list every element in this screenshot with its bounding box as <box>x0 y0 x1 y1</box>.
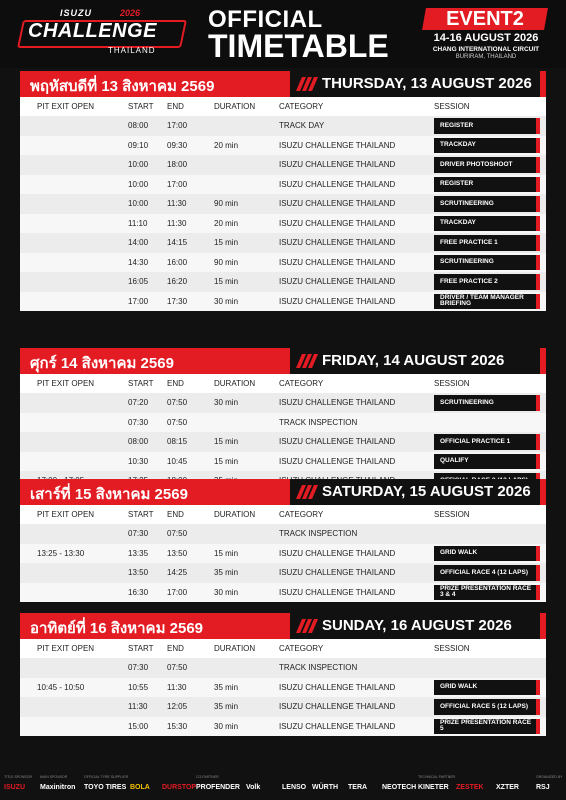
duration: 15 min <box>214 437 239 446</box>
table-row <box>20 697 546 717</box>
col-session: SESSION <box>434 102 470 111</box>
session-label: PRIZE PRESENTATION RACE 5 <box>440 718 532 733</box>
start-time: 11:30 <box>128 702 148 711</box>
session-label: REGISTER <box>440 180 474 187</box>
end-time: 08:15 <box>167 437 188 446</box>
session-label: SCRUTINEERING <box>440 398 494 406</box>
day-header <box>20 71 546 97</box>
category: ISUZU CHALLENGE THAILAND <box>279 721 396 731</box>
category: TRACK INSPECTION <box>279 417 358 427</box>
session-badge <box>434 196 536 212</box>
start-time: 14:00 <box>128 238 149 247</box>
sponsor-logo: BOLA <box>130 784 150 791</box>
day-panel <box>20 348 546 491</box>
table-row <box>20 452 546 472</box>
start-time: 14:30 <box>128 257 149 267</box>
session-label: TRACKDAY <box>440 219 476 226</box>
day-header <box>20 479 546 505</box>
col-pit-exit: PIT EXIT OPEN <box>37 644 95 653</box>
end-time: 07:50 <box>167 663 188 672</box>
category: ISUZU CHALLENGE THAILAND <box>279 218 396 228</box>
session-label: DRIVER PHOTOSHOOT <box>440 160 513 168</box>
session-badge <box>434 118 536 134</box>
day-title-thai: ศุกร์ 14 สิงหาคม 2569 <box>30 355 174 372</box>
duration: 35 min <box>214 682 239 692</box>
day-title-english: FRIDAY, 14 AUGUST 2026 <box>322 352 505 369</box>
column-header-row <box>20 639 546 658</box>
start-time: 16:30 <box>128 587 149 597</box>
table-row <box>20 214 546 234</box>
session-label: FREE PRACTICE 2 <box>440 277 498 285</box>
table-row <box>20 563 546 583</box>
day-title-english: THURSDAY, 13 AUGUST 2026 <box>322 75 532 92</box>
col-start: START <box>128 102 154 111</box>
start-time: 10:00 <box>128 160 149 169</box>
session-label: GRID WALK <box>440 683 478 690</box>
col-category: CATEGORY <box>279 379 324 388</box>
start-time: 08:00 <box>128 437 149 446</box>
duration: 90 min <box>214 257 239 267</box>
col-start: START <box>128 379 154 388</box>
end-time: 13:50 <box>167 548 188 558</box>
table-row <box>20 175 546 195</box>
stripes-icon <box>296 77 318 91</box>
start-time: 11:10 <box>128 218 148 228</box>
col-category: CATEGORY <box>279 644 324 653</box>
sponsor-logo: WÜRTH <box>312 784 339 791</box>
start-time: 07:30 <box>128 529 149 538</box>
header <box>0 0 566 68</box>
brand-label: ISUZU <box>60 8 92 18</box>
sponsor-logo: DURSTOP <box>162 784 197 791</box>
table-row <box>20 393 546 413</box>
table-row <box>20 678 546 698</box>
duration: 15 min <box>214 238 239 247</box>
sponsor-tag: MAIN SPONSOR <box>40 775 68 779</box>
session-badge <box>434 235 536 251</box>
category: ISUZU CHALLENGE THAILAND <box>279 257 396 267</box>
session-badge <box>434 138 536 154</box>
col-pit-exit: PIT EXIT OPEN <box>37 379 95 388</box>
category: TRACK INSPECTION <box>279 529 358 538</box>
table-row <box>20 413 546 433</box>
col-end: END <box>167 644 184 653</box>
col-pit-exit: PIT EXIT OPEN <box>37 510 95 519</box>
session-label: PRIZE PRESENTATION RACE 3 & 4 <box>440 584 532 599</box>
pit-exit-time: 13:25 - 13:30 <box>37 548 85 558</box>
duration: 20 min <box>214 140 239 150</box>
stripes-icon <box>296 485 318 499</box>
col-end: END <box>167 102 184 111</box>
sponsor-tag: TECHNICAL PARTNER <box>418 775 456 779</box>
day-title-english: SUNDAY, 16 AUGUST 2026 <box>322 617 512 634</box>
end-time: 07:50 <box>167 398 188 407</box>
column-header-row <box>20 374 546 393</box>
col-category: CATEGORY <box>279 102 324 111</box>
category: ISUZU CHALLENGE THAILAND <box>279 277 396 286</box>
session-label: TRACKDAY <box>440 141 476 148</box>
category: ISUZU CHALLENGE THAILAND <box>279 199 396 208</box>
page-title-line1: OFFICIAL <box>208 6 323 33</box>
end-time: 07:50 <box>167 529 188 538</box>
day-title-thai-box <box>20 71 310 97</box>
session-badge <box>434 395 536 411</box>
day-title-thai-box <box>20 613 310 639</box>
day-title-english-box <box>290 71 546 97</box>
event-venue: CHANG INTERNATIONAL CIRCUIT <box>432 46 540 53</box>
duration: 15 min <box>214 548 239 558</box>
end-time: 09:30 <box>167 140 188 150</box>
session-label: OFFICIAL RACE 5 (12 LAPS) <box>440 702 529 710</box>
session-badge <box>434 177 536 193</box>
session-badge <box>434 294 536 310</box>
col-duration: DURATION <box>214 102 256 111</box>
table-row <box>20 116 546 136</box>
page-title-line2: TIMETABLE <box>208 28 389 64</box>
duration: 35 min <box>214 568 239 577</box>
duration: 30 min <box>214 721 239 731</box>
sponsor-tag: TITLE SPONSOR <box>4 775 33 779</box>
sponsor-logo: ISUZU <box>4 784 25 791</box>
start-time: 09:10 <box>128 140 149 150</box>
session-label: SCRUTINEERING <box>440 199 494 207</box>
session-badge <box>434 565 536 581</box>
end-time: 17:00 <box>167 121 188 130</box>
category: ISUZU CHALLENGE THAILAND <box>279 179 396 189</box>
duration: 15 min <box>214 456 239 466</box>
session-label: OFFICIAL RACE 4 (12 LAPS) <box>440 568 529 576</box>
start-time: 15:00 <box>128 721 149 731</box>
session-badge <box>434 255 536 271</box>
start-time: 07:20 <box>128 398 149 407</box>
end-time: 14:25 <box>167 568 188 577</box>
end-time: 17:00 <box>167 587 188 597</box>
sponsor-logo: KINETER <box>418 784 449 791</box>
table-row <box>20 253 546 273</box>
session-badge <box>434 157 536 173</box>
event-city: BURIRAM, THAILAND <box>455 54 517 60</box>
start-time: 13:50 <box>128 568 149 577</box>
day-title-english-box <box>290 348 546 374</box>
end-time: 16:20 <box>167 277 188 286</box>
sponsor-logo: Maxinitron <box>40 784 76 791</box>
category: ISUZU CHALLENGE THAILAND <box>279 702 396 711</box>
duration: 30 min <box>214 296 239 306</box>
col-end: END <box>167 510 184 519</box>
sponsor-tag: ORGANIZED BY <box>536 775 563 779</box>
category: ISUZU CHALLENGE THAILAND <box>279 456 396 466</box>
start-time: 10:00 <box>128 179 149 189</box>
duration: 30 min <box>214 398 239 407</box>
event-dates: 14-16 AUGUST 2026 <box>433 32 539 44</box>
session-label: OFFICIAL PRACTICE 1 <box>440 437 511 445</box>
end-time: 17:30 <box>167 296 188 306</box>
sponsor-logo: TERA <box>348 784 368 791</box>
category: ISUZU CHALLENGE THAILAND <box>279 682 396 692</box>
column-header-row <box>20 97 546 116</box>
duration: 20 min <box>214 218 239 228</box>
session-badge <box>434 546 536 562</box>
col-start: START <box>128 644 154 653</box>
start-time: 08:00 <box>128 121 149 130</box>
session-badge <box>434 434 536 450</box>
session-label: QUALIFY <box>440 457 469 464</box>
category: ISUZU CHALLENGE THAILAND <box>279 437 396 446</box>
session-label: REGISTER <box>440 121 474 129</box>
day-panel <box>20 479 546 602</box>
day-title-english-box <box>290 479 546 505</box>
end-time: 11:30 <box>167 199 187 208</box>
start-time: 13:35 <box>128 548 149 558</box>
start-time: 07:30 <box>128 417 149 427</box>
start-time: 10:00 <box>128 199 149 208</box>
category: ISUZU CHALLENGE THAILAND <box>279 238 396 247</box>
day-title-thai: เสาร์ที่ 15 สิงหาคม 2569 <box>30 486 188 503</box>
table-row <box>20 658 546 678</box>
col-duration: DURATION <box>214 510 256 519</box>
table-row <box>20 432 546 452</box>
logo-wordmark: CHALLENGE <box>28 20 157 42</box>
table-row <box>20 292 546 312</box>
session-badge <box>434 680 536 696</box>
table-row <box>20 583 546 603</box>
category: ISUZU CHALLENGE THAILAND <box>279 160 396 169</box>
table-row <box>20 233 546 253</box>
col-end: END <box>167 379 184 388</box>
duration: 30 min <box>214 587 239 597</box>
category: TRACK DAY <box>279 121 325 130</box>
day-panel <box>20 71 546 311</box>
category: ISUZU CHALLENGE THAILAND <box>279 587 396 597</box>
session-badge <box>434 274 536 290</box>
session-badge <box>434 454 536 470</box>
sponsor-logo: RSJ <box>536 784 550 791</box>
session-badge <box>434 719 536 735</box>
sponsor-logo: LENSO <box>282 784 307 791</box>
col-session: SESSION <box>434 644 470 653</box>
day-title-english-box <box>290 613 546 639</box>
start-time: 16:05 <box>128 277 149 286</box>
category: ISUZU CHALLENGE THAILAND <box>279 548 396 558</box>
table-row <box>20 272 546 292</box>
sponsor-logo: ZESTEK <box>456 784 484 791</box>
end-time: 12:05 <box>167 702 188 711</box>
stripes-icon <box>296 619 318 633</box>
sponsor-logo: XZTER <box>496 784 519 791</box>
event-label: EVENT2 <box>446 8 524 30</box>
col-session: SESSION <box>434 379 470 388</box>
col-pit-exit: PIT EXIT OPEN <box>37 102 95 111</box>
col-session: SESSION <box>434 510 470 519</box>
duration: 90 min <box>214 199 239 208</box>
start-time: 10:55 <box>128 682 149 692</box>
session-badge <box>434 699 536 715</box>
day-title-english: SATURDAY, 15 AUGUST 2026 <box>322 483 531 500</box>
category: ISUZU CHALLENGE THAILAND <box>279 140 396 150</box>
col-duration: DURATION <box>214 644 256 653</box>
sponsor-logo: Volk <box>246 784 261 791</box>
sponsor-footer <box>0 770 566 800</box>
end-time: 10:45 <box>167 456 188 466</box>
col-category: CATEGORY <box>279 510 324 519</box>
table-row <box>20 136 546 156</box>
day-title-thai-box <box>20 479 310 505</box>
session-label: DRIVER / TEAM MANAGER BRIEFING <box>440 293 524 308</box>
session-badge <box>434 585 536 601</box>
sponsor-logo: TOYO TIRES <box>84 784 127 791</box>
table-row <box>20 717 546 737</box>
end-time: 14:15 <box>167 238 188 247</box>
start-time: 07:30 <box>128 663 149 672</box>
end-time: 07:50 <box>167 417 188 427</box>
day-header <box>20 613 546 639</box>
sponsor-logo: NEOTECH <box>382 784 417 791</box>
session-label: GRID WALK <box>440 549 478 556</box>
duration: 15 min <box>214 277 239 286</box>
pit-exit-time: 10:45 - 10:50 <box>37 682 85 692</box>
start-time: 10:30 <box>128 456 149 466</box>
day-header <box>20 348 546 374</box>
session-label: SCRUTINEERING <box>440 258 494 265</box>
duration: 35 min <box>214 702 239 711</box>
session-badge <box>434 216 536 232</box>
end-time: 11:30 <box>167 682 187 692</box>
stripes-icon <box>296 354 318 368</box>
day-title-thai-box <box>20 348 310 374</box>
end-time: 17:00 <box>167 179 188 189</box>
end-time: 15:30 <box>167 721 188 731</box>
table-row <box>20 194 546 214</box>
end-time: 16:00 <box>167 257 188 267</box>
col-duration: DURATION <box>214 379 256 388</box>
start-time: 17:00 <box>128 296 149 306</box>
sponsor-tag: OFFICIAL TYRE SUPPLIER <box>84 775 129 779</box>
table-row <box>20 544 546 564</box>
day-title-thai: อาทิตย์ที่ 16 สิงหาคม 2569 <box>30 620 204 637</box>
session-label: FREE PRACTICE 1 <box>440 238 498 246</box>
day-panel <box>20 613 546 736</box>
table-row <box>20 524 546 544</box>
column-header-row <box>20 505 546 524</box>
table-row <box>20 155 546 175</box>
sponsor-logo: PROFENDER <box>196 784 240 791</box>
end-time: 11:30 <box>167 218 187 228</box>
col-start: START <box>128 510 154 519</box>
logo-subtitle: THAILAND <box>108 46 156 55</box>
category: TRACK INSPECTION <box>279 663 358 672</box>
day-title-thai: พฤหัสบดีที่ 13 สิงหาคม 2569 <box>30 78 215 95</box>
category: ISUZU CHALLENGE THAILAND <box>279 398 396 407</box>
logo-year: 2026 <box>120 8 141 18</box>
end-time: 18:00 <box>167 160 188 169</box>
sponsor-tag: CO-PARTNER <box>196 775 219 779</box>
category: ISUZU CHALLENGE THAILAND <box>279 568 396 577</box>
category: ISUZU CHALLENGE THAILAND <box>279 296 396 306</box>
